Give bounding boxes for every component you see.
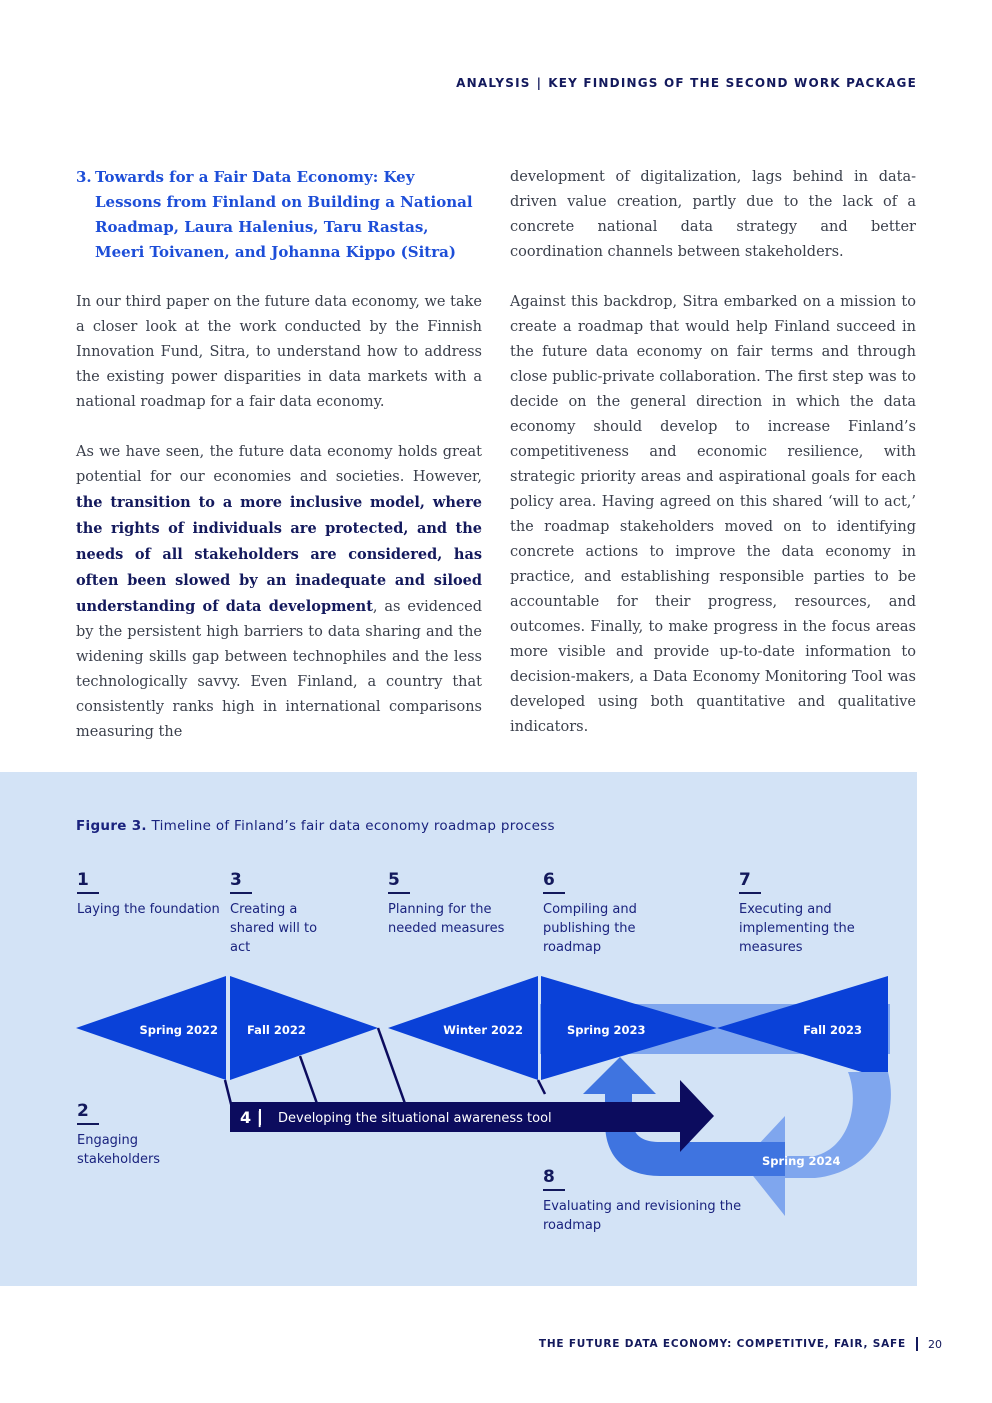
step-5-text: Planning for the needed measures [388,902,505,936]
running-header [456,76,917,90]
footer-title: THE FUTURE DATA ECONOMY: COMPETITIVE, FAIR, SAFE [538,1338,906,1350]
right-column [510,165,916,765]
step-6 [543,870,683,957]
figure-timeline [0,772,917,1286]
step-8-number: 8 [543,1167,565,1191]
step-8 [543,1167,743,1235]
step-1 [77,870,227,919]
tool-bar-label: Developing the situational awareness tool [278,1111,552,1126]
left-column [76,165,482,770]
step-8-text: Evaluating and revisioning the roadmap [543,1199,742,1233]
paragraph-transition-end: , as evidenced by the persistent high barriers to data sharing and the widening skills gap between technophiles and the less technologically savvy. Even Finland, a country that consistently ranks high in international comparisons measuring the [76,599,482,740]
paragraph-transition-emphasis: the transition to a more inclusive model, where the rights of individuals are protected, and the needs of all stakeholders are considered, has often been slowed by an inadequate and siloed understanding of data development [76,494,482,615]
page-number: 20 [928,1337,942,1351]
paragraph-roadmap: Against this backdrop, Sitra embarked on a mission to create a roadmap that would help Finland succeed in the future data economy on fair terms and through close public-private collaboration. The first step was to decide on the general direction in which the data economy should develop to increase Finland’s competitiveness and economic resilience, with strategic priority areas and aspirational goals for each policy area. Having agreed on this shared ‘will to act,’ the roadmap stakeholders moved on to identifying concrete actions to improve the data economy in practice, and establishing responsible parties to be accountable for their progress, resources, and outcomes. Finally, to make progress in the focus areas more visible and provide up-to-date information to decision-makers, a Data Economy Monitoring Tool was developed using both quantitative and qualitative indicators. [510,294,916,735]
step-1-text: Laying the foundation [77,902,220,917]
step-7 [739,870,879,957]
running-footer [539,1337,942,1351]
footer-divider [916,1337,918,1351]
paragraph-transition [76,440,482,745]
period-label-winter-2022: Winter 2022 [443,1023,523,1037]
step-5 [388,870,508,938]
figure-caption-label: Figure 3. [76,818,147,834]
figure-caption-text: Timeline of Finland’s fair data economy roadmap process [151,818,555,834]
period-label-fall-2022: Fall 2022 [247,1023,306,1037]
tool-bar-number: 4 | [240,1108,263,1127]
step-3-number: 3 [230,870,252,894]
paragraph-transition-start: As we have seen, the future data economy holds great potential for our economies and societies. However, [76,444,482,485]
timeline-graphic [0,772,917,1286]
step-3-text: Creating a shared will to act [230,902,318,955]
connector-line [378,1028,408,1112]
period-label-spring-2022: Spring 2022 [139,1023,218,1037]
step-2-number: 2 [77,1101,99,1125]
step-7-text: Executing and implementing the measures [739,902,855,955]
header-title: KEY FINDINGS OF THE SECOND WORK PACKAGE [548,76,917,90]
step-6-number: 6 [543,870,565,894]
period-label-spring-2024: Spring 2024 [762,1154,841,1168]
connector-line [538,1080,545,1094]
paragraph-continuation: development of digitalization, lags behind in data-driven value creation, partly due to the lack of a concrete national data strategy and better coordination channels between stakeholders. [510,169,916,260]
step-5-number: 5 [388,870,410,894]
header-separator: | [536,76,543,90]
paragraph-intro: In our third paper on the future data economy, we take a closer look at the work conducted by the Finnish Innovation Fund, Sitra, to understand how to address the existing power disparities in data markets with a national roadmap for a fair data economy. [76,294,482,410]
section-heading-number: 3. [76,168,92,186]
step-1-number: 1 [77,870,99,894]
step-3 [230,870,340,957]
header-section: ANALYSIS [456,76,531,90]
period-label-spring-2023: Spring 2023 [567,1023,646,1037]
period-label-fall-2023: Fall 2023 [803,1023,862,1037]
step-6-text: Compiling and publishing the roadmap [543,902,637,955]
section-heading-text: Towards for a Fair Data Economy: Key Lessons from Finland on Building a National Roadmap, Laura Halenius, Taru Rastas, Meeri Toivanen, and Johanna Kippo (Sitra) [95,168,473,261]
section-heading [76,165,482,265]
step-2-text: Engaging stakeholders [77,1133,161,1167]
step-2 [77,1101,197,1169]
step-7-number: 7 [739,870,761,894]
